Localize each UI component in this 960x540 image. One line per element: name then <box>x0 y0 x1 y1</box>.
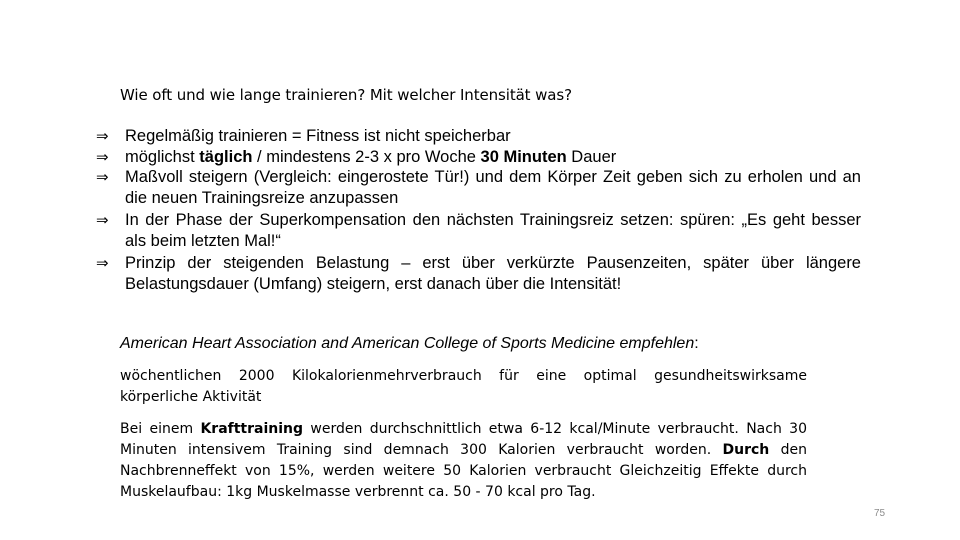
strength-training-paragraph: Bei einem Krafttraining werden durchschnittlich etwa 6-12 kcal/Minute verbraucht. Nach 30 Minuten intensivem Training sind demnach 300 Kalorien verbraucht worden. Durch den Nachbrenneffekt von 15%, werden weitere 50 Kalorien verbraucht Gleichzeitig Effekte durch Muskelaufbau: 1kg Muskelmasse verbrennt ca. 50 - 70 kcal pro Tag. <box>120 421 807 500</box>
bullet-item <box>96 210 861 251</box>
bullet-item <box>96 167 861 208</box>
recommendation-heading: American Heart Association and American College of Sports Medicine empfehlen: <box>120 335 699 352</box>
double-arrow-icon: ⇒ <box>96 168 109 186</box>
bullet-item <box>96 147 861 168</box>
bullet-text: Regelmäßig trainieren = Fitness ist nicht speicherbar <box>125 127 511 145</box>
page-number: 75 <box>874 508 886 519</box>
bullet-list <box>96 126 861 294</box>
bullet-text: Prinzip der steigenden Belastung – erst über verkürzte Pausenzeiten, später über längere Belastungsdauer (Umfang) steigern, erst danach über die Intensität! <box>125 254 861 293</box>
bullet-item <box>96 253 861 294</box>
bullet-text: In der Phase der Superkompensation den nächsten Trainingsreiz setzen: spüren: „Es geht besser als beim letzten Mal!“ <box>125 211 861 250</box>
double-arrow-icon: ⇒ <box>96 211 109 229</box>
double-arrow-icon: ⇒ <box>96 127 109 145</box>
double-arrow-icon: ⇒ <box>96 147 109 166</box>
bullet-item <box>96 126 861 147</box>
bullet-text: möglichst täglich / mindestens 2-3 x pro Woche 30 Minuten Dauer <box>125 147 617 166</box>
bullet-text: Maßvoll steigern (Vergleich: eingerostete Tür!) und dem Körper Zeit geben sich zu erholen und an die neuen Trainingsreize anzupassen <box>125 168 861 207</box>
slide-title: Wie oft und wie lange trainieren? Mit welcher Intensität was? <box>120 86 572 104</box>
double-arrow-icon: ⇒ <box>96 254 109 272</box>
recommendation-text: wöchentlichen 2000 Kilokalorienmehrverbrauch für eine optimal gesundheitswirksame körperliche Aktivität <box>120 368 807 405</box>
